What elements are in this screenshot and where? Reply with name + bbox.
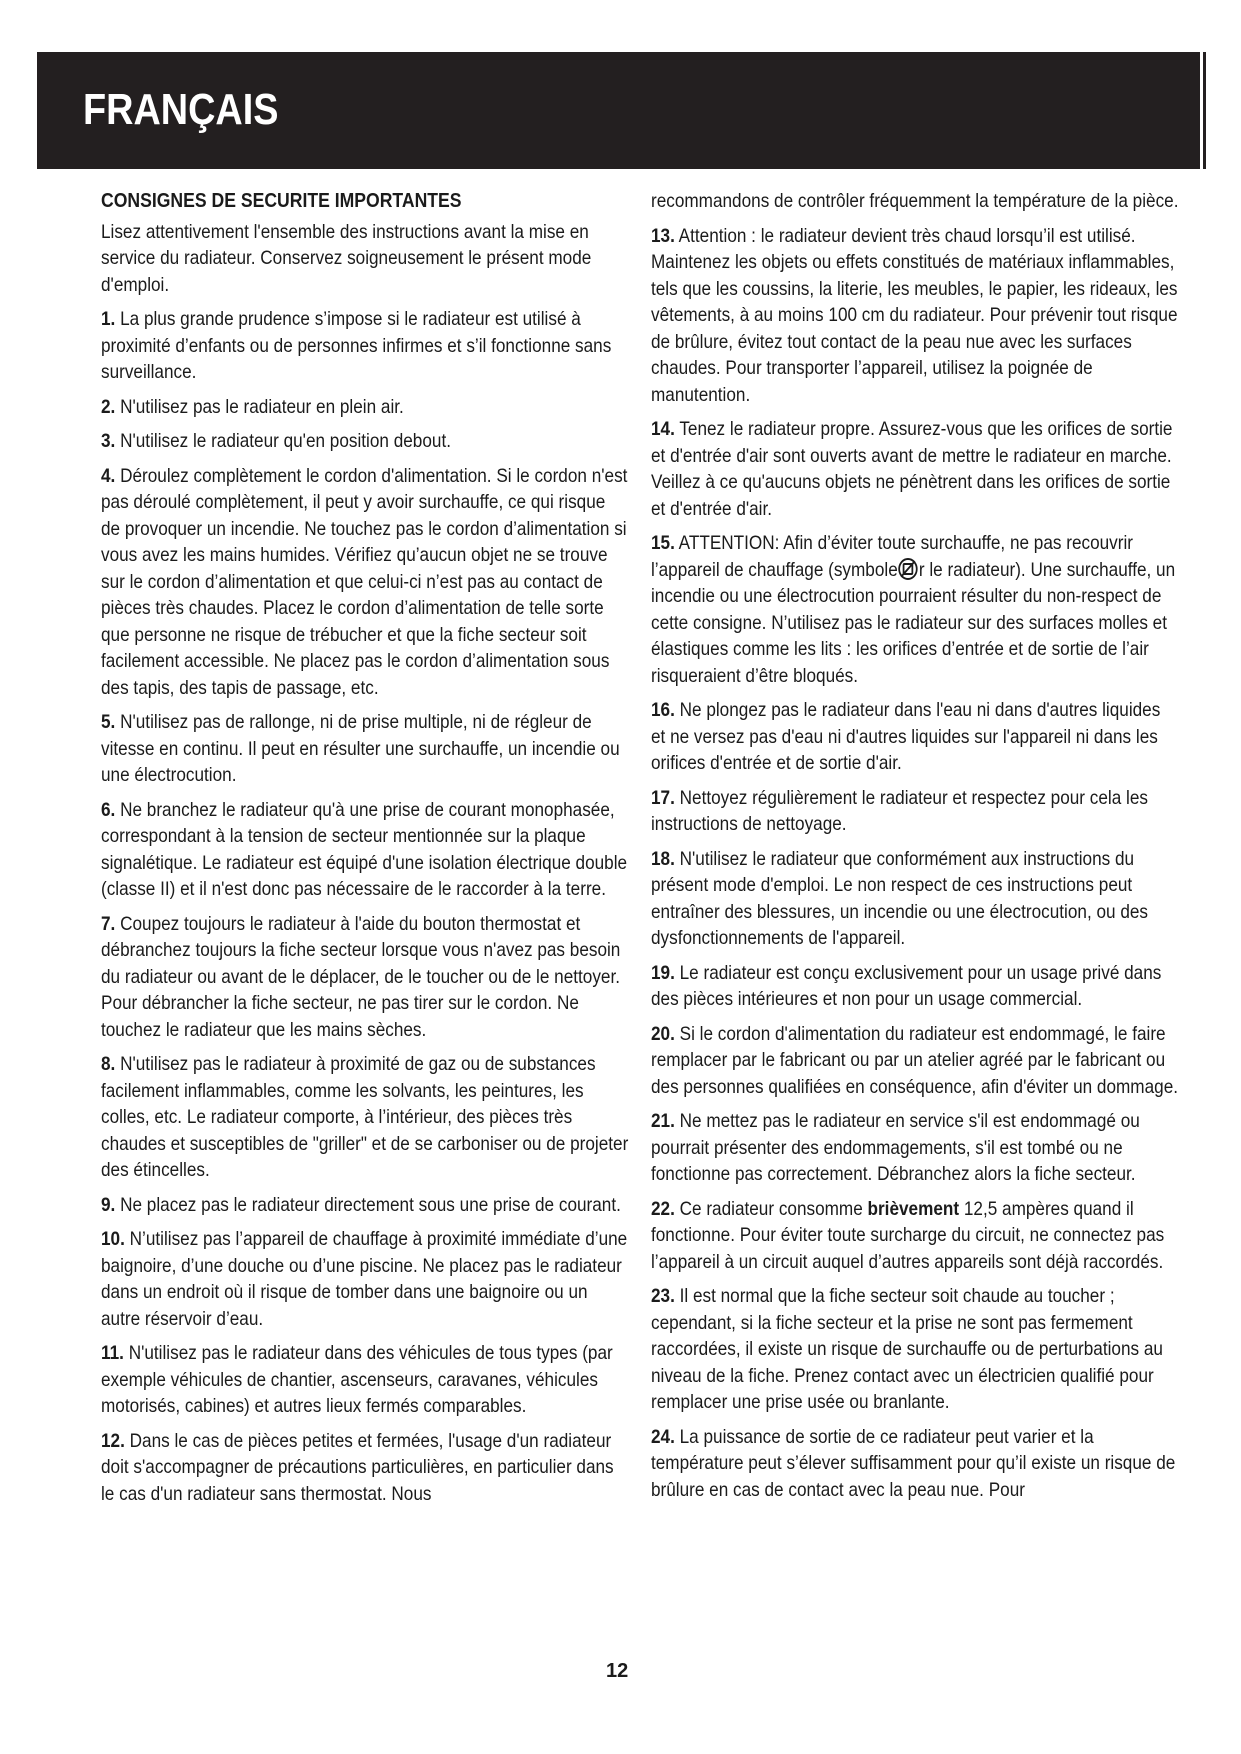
item-number: 21. [651,1110,675,1132]
header-edge [1203,52,1206,169]
instruction-item [651,785,1179,838]
item-number: 8. [101,1053,116,1075]
item-number: 24. [651,1425,675,1448]
instruction-item [651,697,1179,777]
item-text: Ne plongez pas le radiateur dans l'eau ni dans d'autres liquides et ne versez pas d'eau ni d'autres liquides sur l'appareil ni dans les orifices d'entrée et de sortie d'air. [651,699,1161,774]
instruction-item [101,463,629,702]
language-header [37,52,1200,169]
section-title: CONSIGNES DE SECURITE IMPORTANTES [101,190,462,212]
instruction-item [101,1051,629,1184]
page-number: 12 [606,1660,629,1682]
item-text: N'utilisez pas le radiateur en plein air. [120,395,404,418]
item-text: Il est normal que la fiche secteur soit chaude au toucher ; cependant, si la fiche secteur et la prise ne sont pas fermement raccordées, il existe un risque de surchauffe ou de perturbations au niveau de la fiche. Prenez contact avec un électricien qualifié pour remplacer une prise usée ou branlante. [651,1285,1163,1413]
item-text: N'utilisez pas le radiateur à proximité de gaz ou de substances facilement inflammables, comme les solvants, les peintures, les colles, etc. Le radiateur comporte, à l’intérieur, des pièces très chaudes et susceptibles de "griller" et de se carboniser ou de projeter des étincelles. [101,1053,629,1181]
emphasis-text: brièvement [867,1197,960,1220]
item-number: 19. [651,961,675,984]
instruction-item [101,1192,629,1219]
instruction-item [651,1108,1179,1188]
item-text: N'utilisez le radiateur que conformément aux instructions du présent mode d'emploi. Le non respect de ces instructions peut entraîner des blessures, un incendie ou une électrocution, ou des dysfonctionnements de l'appareil. [651,847,1149,949]
left-column [101,188,629,1515]
item-text: N'utilisez le radiateur qu'en position debout. [120,430,451,452]
item-number: 2. [101,395,116,418]
item-text: Attention : le radiateur devient très chaud lorsqu’il est utilisé. Maintenez les objets ou effets constitués de matériaux inflammables, tels que les coussins, la literie, les meubles, le papier, les rideaux, les vêtements, à au moins 100 cm du radiateur. Pour prévenir tout risque de brûlure, évitez tout contact de la peau nue avec les surfaces chaudes. Pour transporter l’appareil, utilisez la poignée de manutention. [651,224,1178,406]
item-number: 11. [101,1342,124,1364]
item-number: 9. [101,1193,116,1216]
item-number: 6. [101,798,116,821]
continuation-paragraph: recommandons de contrôler fréquemment la température de la pièce. [651,190,1179,212]
intro-paragraph: Lisez attentivement l'ensemble des instructions avant la mise en service du radiateur. Conservez soigneusement le présent mode d'emploi. [101,220,592,296]
item-text: La plus grande prudence s’impose si le radiateur est utilisé à proximité d’enfants ou de personnes infirmes et s’il fonctionne sans surveillance. [101,308,612,383]
item-text: Dans le cas de pièces petites et fermées, l'usage d'un radiateur doit s'accompagner de précautions particulières, en particulier dans le cas d'un radiateur sans thermostat. Nous [101,1429,614,1505]
item-number: 3. [101,430,116,452]
item-number: 18. [651,847,675,870]
item-text: Tenez le radiateur propre. Assurez-vous que les orifices de sortie et d'entrée d'air sont ouverts avant de mettre le radiateur en marche. Veillez à ce qu'aucuns objets ne pénètrent dans les orifices de sortie et d'entrée d'air. [651,418,1173,520]
instruction-item [651,1021,1179,1101]
item-text: Déroulez complètement le cordon d'alimentation. Si le cordon n'est pas déroulé complètement, il peut y avoir surchauffe, ce qui risque de provoquer un incendie. Ne touchez pas le cordon d’alimentation si vous avez les mains humides. Vérifiez qu’aucun objet ne se trouve sur le cordon d’alimentation et que celui-ci n’est pas au contact de pièces très chaudes. Placez le cordon d’alimentation de telle sorte que personne ne risque de trébucher et que la fiche secteur soit facilement accessible. Ne placez pas le cordon d’alimentation sous des tapis, des tapis de passage, etc. [101,464,628,699]
item-text: Nettoyez régulièrement le radiateur et respectez pour cela les instructions de nettoyage. [651,786,1148,835]
instruction-item [101,428,629,455]
instruction-item [101,1340,629,1420]
right-column [651,188,1179,1511]
item-text-before: ATTENTION: Afin d’éviter toute surchauffe, ne pas recouvrir l’appareil de chauffage (symbole [651,532,1133,581]
item-number: 22. [651,1197,675,1220]
item-text: Si le cordon d'alimentation du radiateur est endommagé, le faire remplacer par le fabricant ou par un atelier agréé par le fabricant ou des personnes qualifiées en conséquence, afin d'éviter un dommage. [651,1022,1179,1098]
item-number: 10. [101,1228,125,1250]
item-number: 4. [101,464,116,487]
item-number: 7. [101,912,116,935]
item-text: La puissance de sortie de ce radiateur peut varier et la température peut s’élever suffisamment pour qu’il existe un risque de brûlure en cas de contact avec la peau nue. Pour [651,1425,1176,1501]
do-not-cover-icon [899,558,918,580]
language-title: FRANÇAIS [83,85,279,134]
item-number: 15. [651,532,675,554]
instruction-item [651,530,1179,689]
instruction-item [651,223,1179,409]
item-number: 5. [101,711,116,733]
item-text-before: Ce radiateur consomme [679,1197,863,1220]
instruction-item [101,306,629,386]
instruction-item [651,1196,1179,1276]
item-text: N'utilisez pas de rallonge, ni de prise multiple, ni de régleur de vitesse en continu. Il peut en résulter une surchauffe, un incendie ou une électrocution. [101,711,620,786]
instruction-item [101,394,629,421]
item-text: Ne placez pas le radiateur directement sous une prise de courant. [120,1193,621,1216]
instruction-item [101,709,629,789]
item-number: 20. [651,1022,675,1045]
item-text: N’utilisez pas l’appareil de chauffage à proximité immédiate d’une baignoire, d’une douche ou d’une piscine. Ne placez pas le radiateur dans un endroit où il risque de tomber dans une baignoire ou un autre réservoir d’eau. [101,1228,628,1330]
instruction-item [101,797,629,903]
instruction-item [101,1226,629,1332]
instruction-item [651,846,1179,952]
instruction-item [651,1424,1179,1504]
instruction-item [651,416,1179,522]
item-text: Le radiateur est conçu exclusivement pour un usage privé dans des pièces intérieures et non pour un usage commercial. [651,961,1162,1010]
item-text: Coupez toujours le radiateur à l'aide du bouton thermostat et débranchez toujours la fiche secteur lorsque vous n'avez pas besoin du radiateur ou avant de le déplacer, de le toucher ou de le nettoyer. Pour débrancher la fiche secteur, ne pas tirer sur le cordon. Ne touchez le radiateur que les mains sèches. [101,912,621,1041]
item-number: 12. [101,1429,125,1452]
item-text: Ne branchez le radiateur qu'à une prise de courant monophasée, correspondant à la tension de secteur mentionnée sur la plaque signalétique. Le radiateur est équipé d'une isolation électrique double (classe II) et il n'est donc pas nécessaire de le raccorder à la terre. [101,798,628,900]
item-number: 16. [651,699,675,721]
item-number: 23. [651,1285,675,1307]
item-number: 17. [651,786,675,809]
item-text-after: r le radiateur). Une surchauffe, un incendie ou une électrocution pourraient résulter du non-respect de cette consigne. N’utilisez pas le radiateur sur des surfaces molles et élastiques comme les lits : les orifices d’entrée et de sortie de l’air risqueraient d’être bloqués. [651,558,1176,687]
item-text: N'utilisez pas le radiateur dans des véhicules de tous types (par exemple véhicules de chantier, ascenseurs, caravanes, véhicules motorisés, cabines) et autres lieux fermés comparables. [101,1342,613,1417]
instruction-item [651,960,1179,1013]
item-text-after: 12,5 ampères quand il fonctionne. Pour éviter toute surcharge du circuit, ne connectez pas l’appareil à un circuit auquel d’autres appareils sont déjà raccordés. [651,1197,1165,1273]
item-text: Ne mettez pas le radiateur en service s'il est endommagé ou pourrait présenter des endommagements, s'il est tombé ou ne fonctionne pas correctement. Débranchez alors la fiche secteur. [651,1110,1140,1185]
item-number: 14. [651,418,675,440]
item-number: 1. [101,308,116,330]
item-number: 13. [651,224,675,247]
instruction-item [101,911,629,1044]
instruction-item [101,1428,629,1508]
instruction-item [651,1283,1179,1416]
